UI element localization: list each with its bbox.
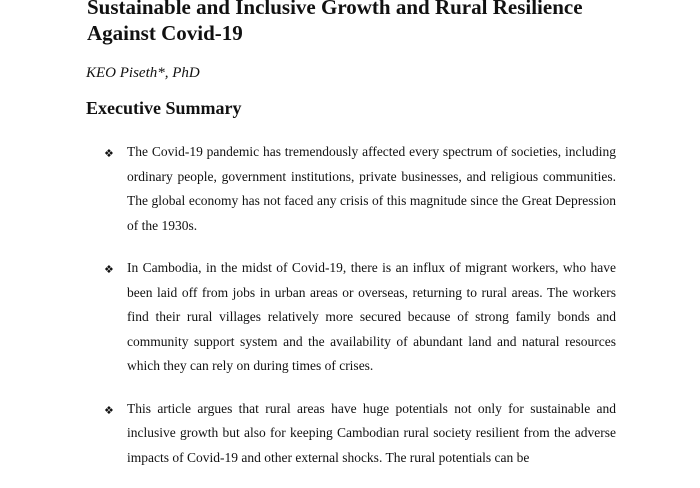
diamond-bullet-icon: ❖ (104, 263, 114, 276)
summary-bullet-list (104, 140, 616, 488)
bullet-text: In Cambodia, in the midst of Covid-19, there is an influx of migrant workers, who have been laid off from jobs in urban areas or overseas, returning to rural areas. The workers find their rural villages relatively more secured because of strong family bonds and community support system and the availability of abundant land and natural resources which they can rely on during times of crises. (127, 260, 616, 373)
list-item (104, 140, 616, 238)
diamond-bullet-icon: ❖ (104, 403, 114, 417)
document-title: Sustainable and Inclusive Growth and Rural Resilience Against Covid-19 (87, 0, 583, 45)
diamond-bullet-icon: ❖ (104, 147, 114, 160)
list-item (104, 256, 616, 379)
bullet-text: This article argues that rural areas have huge potentials not only for sustainable and inclusive growth but also for keeping Cambodian rural society resilient from the adverse impacts of Covid-19 and other external shocks. The rural potentials can be (127, 400, 616, 465)
list-item (104, 397, 616, 471)
bullet-text: The Covid-19 pandemic has tremendously affected every spectrum of societies, including ordinary people, government institutions, private businesses, and religious communities. The global economy has not faced any crisis of this magnitude since the Great Depression of the 1930s. (127, 144, 616, 233)
section-heading: Executive Summary (86, 98, 242, 118)
author-line: KEO Piseth*, PhD (86, 65, 200, 81)
